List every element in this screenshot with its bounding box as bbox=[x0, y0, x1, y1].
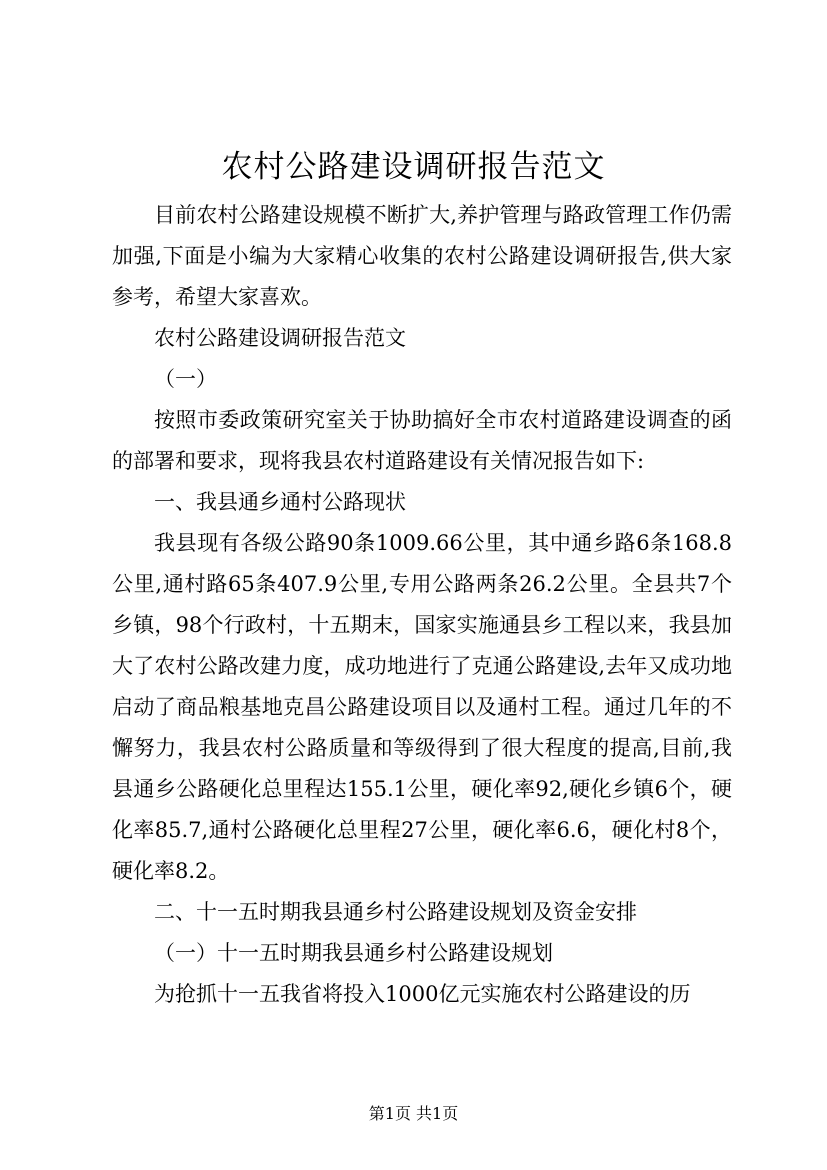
document-title: 农村公路建设调研报告范文 bbox=[221, 149, 606, 185]
subtitle-line: 农村公路建设调研报告范文 bbox=[154, 326, 406, 350]
paragraph-plan-start: 为抢抓十一五我省将投入1000亿元实施农村公路建设的历 bbox=[154, 982, 691, 1006]
paragraph-status: 我县现有各级公路90条1009.66公里，其中通乡路6条168.8公里,通村路65条407.9公里,专用公路两条26.2公里。全县共7个乡镇，98个行政村，十五期末，国家实施通县乡工程以来，我县加大了农村公路改建力度，成功地进行了克通公路建设,去年又成功地启动了商品粮基地克昌公路建设项目以及通村工程。通过几年的不懈努力，我县农村公路质量和等级得到了很大程度的提高,目前,我县通乡公路硬化总里程达155.1公里，硬化率92,硬化乡镇6个，硬化率85.7,通村公路硬化总里程27公里，硬化率6.6，硬化村8个，硬化率8.2。 bbox=[112, 531, 732, 883]
page-footer: 第1页 共1页 bbox=[368, 1104, 459, 1123]
intro-paragraph: 目前农村公路建设规模不断扩大,养护管理与路政管理工作仍需加强,下面是小编为大家精心收集的农村公路建设调研报告,供大家参考，希望大家喜欢。 bbox=[112, 203, 732, 309]
heading-plan-funding: 二、十一五时期我县通乡村公路建设规划及资金安排 bbox=[154, 900, 637, 924]
section-marker: （一） bbox=[154, 367, 217, 391]
heading-status: 一、我县通乡通村公路现状 bbox=[154, 490, 406, 514]
subheading-plan: （一）十一五时期我县通乡村公路建设规划 bbox=[154, 941, 553, 965]
paragraph-instructions: 按照市委政策研究室关于协助搞好全市农村道路建设调查的函的部署和要求，现将我县农村道路建设有关情况报告如下: bbox=[112, 408, 732, 473]
document-body bbox=[112, 195, 732, 1015]
